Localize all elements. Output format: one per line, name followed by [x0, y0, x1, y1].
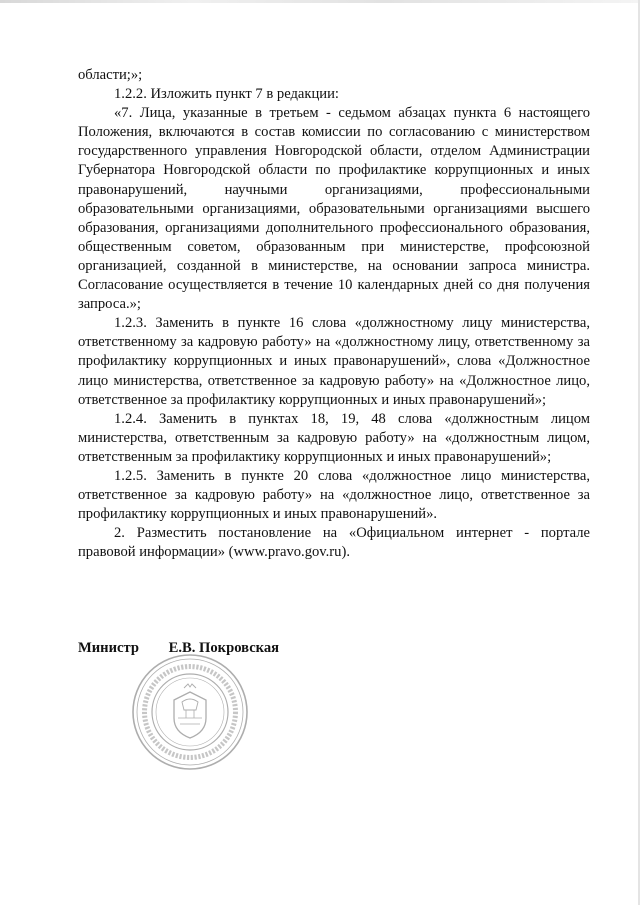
paragraph-1-2-3: 1.2.3. Заменить в пункте 16 слова «должностному лицу министерства, ответственному за кадровую работу» на «должностному лицу, ответственному за профилактику коррупционных и иных правонарушений», слова «Должностное лицо министерства, ответственное за кадровую работу» на «Должностное лицо, ответственное за профилактику коррупционных и иных правонарушений»;	[78, 315, 590, 408]
signatory-name: Е.В. Покровская	[168, 640, 280, 656]
paragraph-1-2-2: 1.2.2. Изложить пункт 7 в редакции:	[114, 86, 339, 103]
paragraph-2: 2. Разместить постановление на «Официальном интернет - портале правовой информации» (www.pravo.gov.ru).	[78, 525, 590, 561]
paragraph-1-2-5: 1.2.5. Заменить в пункте 20 слова «должностное лицо министерства, ответственное за кадровую работу» на «должностное лицо, ответственное за профилактику коррупционных и иных правонарушений».	[78, 467, 590, 523]
signatory-title: Министр	[78, 640, 139, 656]
official-seal-icon	[130, 652, 250, 772]
paragraph-continuation: области;»;	[78, 67, 143, 83]
paragraph-1-2-4: 1.2.4. Заменить в пунктах 18, 19, 48 слова «должностным лицом министерства, ответственным за кадровую работу» на «должностным лицом, ответственным за профилактику коррупционных и иных правонарушений»;	[78, 410, 590, 465]
document-body	[78, 66, 590, 562]
scan-edge-top	[0, 0, 640, 3]
paragraph-point-7: «7. Лица, указанные в третьем - седьмом абзацах пункта 6 настоящего Положения, включаются в состав комиссии по согласованию с министерством государственного управления Новгородской области, отделом Администрации Губернатора Новгородской области по профилактике коррупционных и иных правонарушений, научными организациями, профессиональными образовательными организациями, образовательными организациями высшего образования, организациями дополнительного профессионального образования, общественным советом, образованным при министерстве, профсоюзной организацией, созданной в министерстве, на основании запроса министра. Согласование осуществляется в течение 10 календарных дней со дня получения запроса.»;	[78, 105, 590, 313]
